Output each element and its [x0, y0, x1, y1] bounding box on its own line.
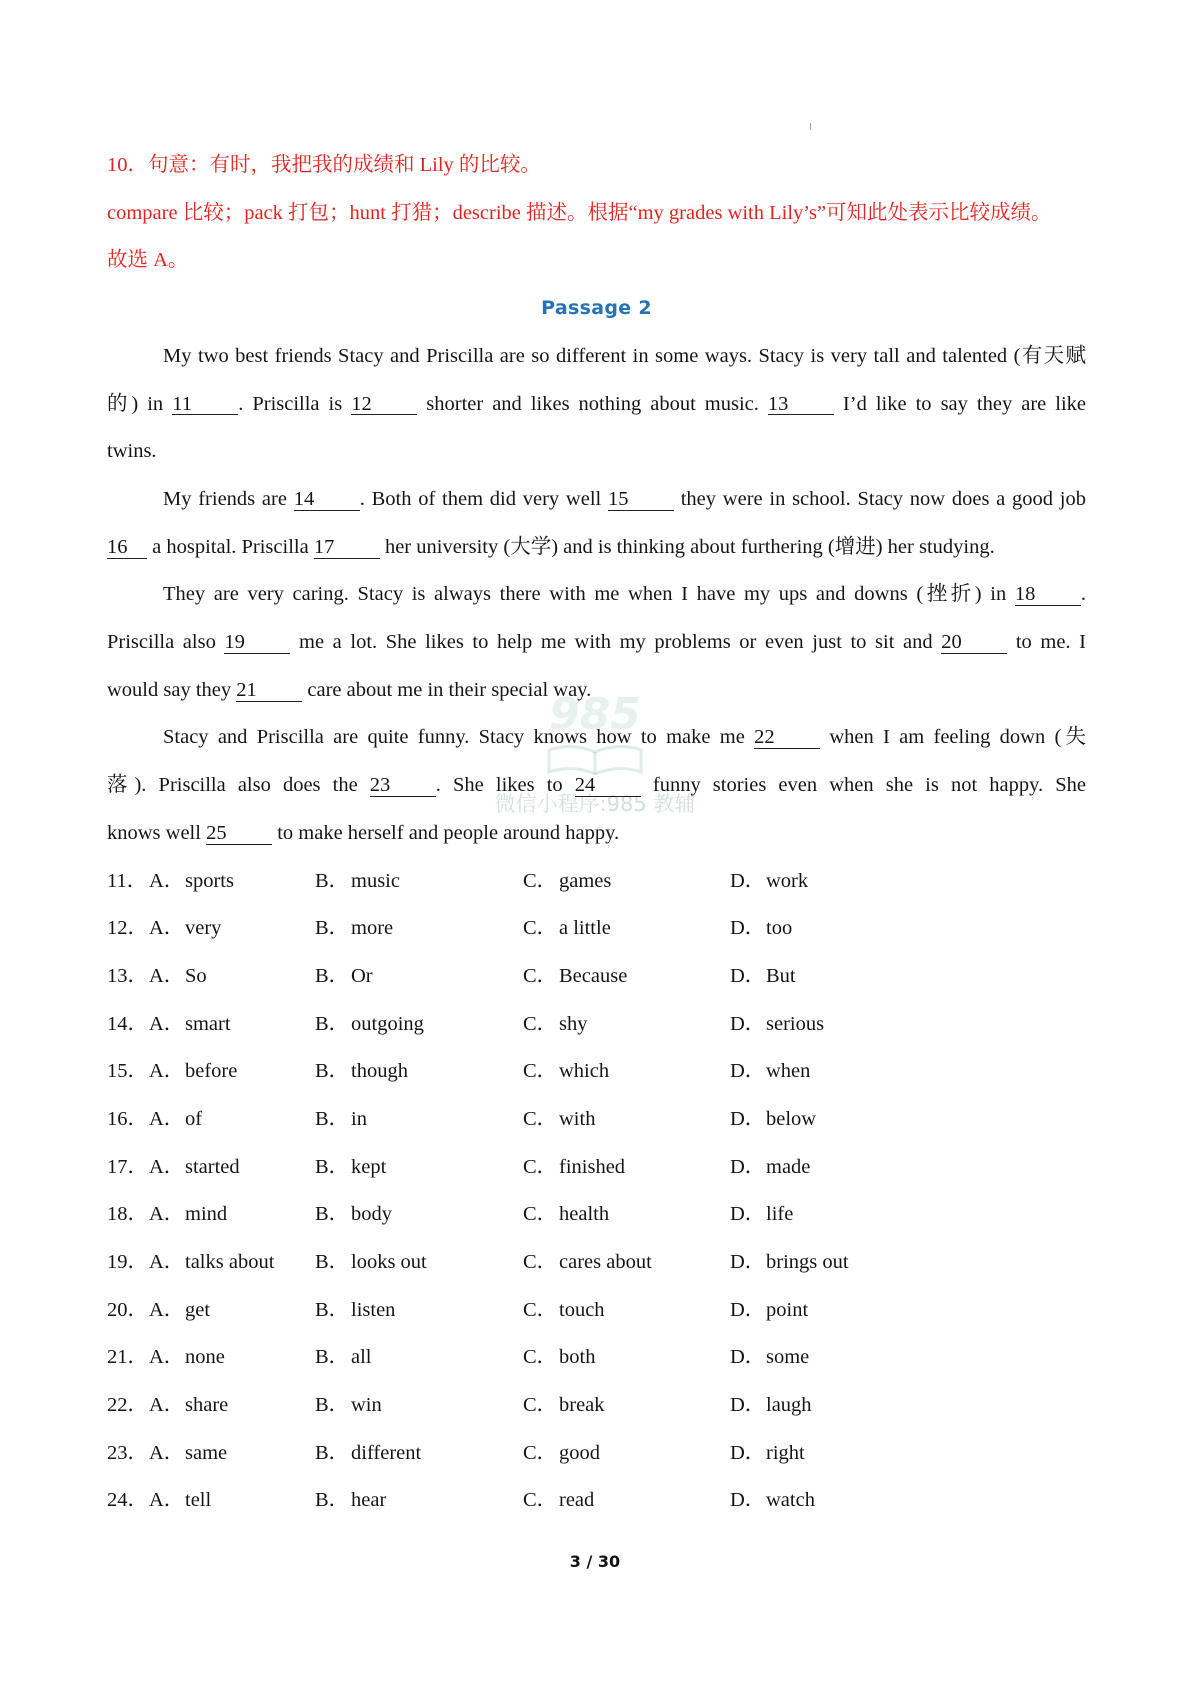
- option-text: cares about: [559, 1251, 652, 1274]
- passage-text: My two best friends Stacy and Priscilla are so different in some ways. Stacy is very tall and talented (有天赋: [163, 344, 1086, 367]
- option-letter: D．: [730, 1489, 766, 1512]
- explanation-line: compare 比较；pack 打包；hunt 打猎；describe 描述。根据“my grades with Lily’s”可知此处表示比较成绩。: [107, 201, 1052, 224]
- option-text: get: [185, 1298, 211, 1321]
- option-letter: C．: [523, 917, 558, 940]
- passage-text: They are very caring. Stacy is always there with me when I have my ups and downs (挫折) in: [163, 583, 1015, 606]
- option-letter: B．: [315, 917, 350, 940]
- option-letter: A．: [149, 1394, 185, 1417]
- blank-17: 17: [314, 537, 380, 559]
- option-text: when: [766, 1060, 811, 1083]
- passage-text: Stacy and Priscilla are quite funny. Stacy knows how to make me: [163, 726, 755, 749]
- option-letter: A．: [149, 1441, 185, 1464]
- option-letter: B．: [315, 1251, 350, 1274]
- question-number: 13．: [107, 964, 148, 987]
- blank-22: 22: [754, 727, 820, 749]
- option-text: looks out: [351, 1251, 427, 1274]
- option-row: [107, 1048, 1086, 1096]
- option-text: Or: [351, 964, 373, 987]
- blank-18: 18: [1015, 584, 1081, 606]
- option-text: read: [559, 1489, 595, 1512]
- blank-16: 16: [107, 537, 147, 559]
- blank-19: 19: [224, 632, 290, 654]
- blank-21: 21: [236, 680, 302, 702]
- option-text: with: [559, 1107, 596, 1130]
- option-text: brings out: [766, 1251, 849, 1274]
- option-text: music: [351, 869, 400, 892]
- passage-text: to make herself and people around happy.: [272, 821, 620, 844]
- option-text: though: [351, 1060, 408, 1083]
- passage-paragraph: [107, 714, 1086, 857]
- option-letter: C．: [523, 1060, 558, 1083]
- option-text: none: [185, 1346, 225, 1369]
- option-letter: B．: [315, 1489, 350, 1512]
- answer-explanation: [107, 142, 1086, 285]
- blank-15: 15: [608, 489, 674, 511]
- option-text: right: [766, 1441, 805, 1464]
- option-text: work: [766, 869, 809, 892]
- passage-text: a hospital. Priscilla: [147, 535, 314, 558]
- option-letter: D．: [730, 1441, 766, 1464]
- question-number: 23．: [107, 1441, 148, 1464]
- page-number: 3 / 30: [569, 1552, 621, 1571]
- option-letter: D．: [730, 1107, 766, 1130]
- option-letter: A．: [149, 1489, 185, 1512]
- option-text: sports: [185, 869, 234, 892]
- passage-text: I’d like to say they are like: [833, 392, 1087, 415]
- option-letter: D．: [730, 1298, 766, 1321]
- option-row: [107, 1334, 1086, 1382]
- watermark-logo: 985: [549, 689, 641, 740]
- passage-line: [107, 381, 1086, 429]
- option-text: outgoing: [351, 1012, 424, 1035]
- option-row: [107, 1477, 1086, 1525]
- passage-text: knows well: [107, 821, 207, 844]
- passage-text: . She likes to: [435, 774, 575, 797]
- question-number: 22．: [107, 1394, 148, 1417]
- option-letter: C．: [523, 1012, 558, 1035]
- passage-line: [107, 524, 1086, 572]
- blank-25: 25: [206, 823, 272, 845]
- passage-line: [107, 619, 1086, 667]
- option-letter: C．: [523, 1346, 558, 1369]
- option-letter: B．: [315, 1203, 350, 1226]
- option-text: But: [766, 964, 796, 987]
- passage-text: twins.: [107, 440, 157, 463]
- option-text: very: [185, 917, 222, 940]
- header-mark: [810, 123, 811, 130]
- option-text: in: [351, 1107, 367, 1130]
- option-letter: A．: [149, 1251, 185, 1274]
- blank-11: 11: [172, 394, 238, 416]
- option-letter: C．: [523, 1203, 558, 1226]
- blank-13: 13: [768, 394, 834, 416]
- option-text: talks about: [185, 1251, 275, 1274]
- question-number: 11．: [107, 869, 148, 892]
- option-text: listen: [351, 1298, 396, 1321]
- option-row: [107, 1287, 1086, 1335]
- option-text: some: [766, 1346, 810, 1369]
- option-text: a little: [559, 917, 611, 940]
- option-text: win: [351, 1394, 382, 1417]
- option-text: good: [559, 1441, 600, 1464]
- option-text: below: [766, 1107, 817, 1130]
- option-text: break: [559, 1394, 605, 1417]
- option-letter: B．: [315, 869, 350, 892]
- option-text: laugh: [766, 1394, 812, 1417]
- option-letter: A．: [149, 1012, 185, 1035]
- option-row: [107, 1001, 1086, 1049]
- passage-text: care about me in their special way.: [302, 678, 592, 701]
- option-text: kept: [351, 1155, 387, 1178]
- explanation-line: 故选 A。: [107, 249, 189, 272]
- option-letter: B．: [315, 1394, 350, 1417]
- option-letter: C．: [523, 1155, 558, 1178]
- option-row: [107, 858, 1086, 906]
- question-number: 24．: [107, 1489, 148, 1512]
- passage-line: [107, 667, 1086, 715]
- option-text: watch: [766, 1489, 815, 1512]
- option-text: body: [351, 1203, 392, 1226]
- question-number: 15．: [107, 1060, 148, 1083]
- question-number: 12．: [107, 917, 148, 940]
- passage-line: [107, 333, 1086, 381]
- blank-12: 12: [351, 394, 417, 416]
- question-number: 16．: [107, 1107, 148, 1130]
- explanation-line: 10．句意：有时，我把我的成绩和 Lily 的比较。: [107, 154, 541, 176]
- option-text: life: [766, 1203, 794, 1226]
- option-letter: A．: [149, 1298, 185, 1321]
- option-letter: D．: [730, 917, 766, 940]
- option-text: share: [185, 1394, 229, 1417]
- blank-14: 14: [294, 489, 360, 511]
- option-letter: A．: [149, 1107, 185, 1130]
- option-text: health: [559, 1203, 610, 1226]
- option-text: all: [351, 1346, 372, 1369]
- option-text: same: [185, 1441, 228, 1464]
- option-letter: C．: [523, 1298, 558, 1321]
- option-text: different: [351, 1441, 422, 1464]
- option-letter: B．: [315, 1012, 350, 1035]
- passage-text: . Both of them did very well: [359, 487, 608, 510]
- option-letter: D．: [730, 1155, 766, 1178]
- passage-text: shorter and likes nothing about music.: [417, 392, 768, 415]
- option-letter: A．: [149, 1346, 185, 1369]
- passage-text: they were in school. Stacy now does a good job: [673, 487, 1086, 510]
- option-letter: A．: [149, 1203, 185, 1226]
- passage-text: . Priscilla is: [238, 392, 352, 415]
- option-letter: D．: [730, 1346, 766, 1369]
- option-text: tell: [185, 1489, 212, 1512]
- passage-text: My friends are: [163, 487, 294, 510]
- option-row: [107, 1239, 1086, 1287]
- passage-paragraph: [107, 476, 1086, 571]
- option-text: mind: [185, 1203, 228, 1226]
- option-row: [107, 953, 1086, 1001]
- passage-line: [107, 810, 1086, 858]
- option-letter: B．: [315, 964, 350, 987]
- question-number: 17．: [107, 1155, 148, 1178]
- option-letter: D．: [730, 1060, 766, 1083]
- option-letter: A．: [149, 964, 185, 987]
- page-content: [107, 142, 1086, 1525]
- option-text: more: [351, 917, 394, 940]
- option-row: [107, 905, 1086, 953]
- option-letter: C．: [523, 1441, 558, 1464]
- option-text: So: [185, 964, 207, 987]
- option-row: [107, 1096, 1086, 1144]
- passage-body: [107, 333, 1086, 858]
- option-text: shy: [559, 1012, 588, 1035]
- option-row: [107, 1430, 1086, 1478]
- option-letter: B．: [315, 1298, 350, 1321]
- passage-text: would say they: [107, 678, 237, 701]
- passage-text: 的) in: [107, 392, 173, 415]
- question-number: 21．: [107, 1346, 148, 1369]
- option-letter: B．: [315, 1107, 350, 1130]
- option-letter: D．: [730, 1251, 766, 1274]
- option-letter: D．: [730, 869, 766, 892]
- option-row: [107, 1144, 1086, 1192]
- passage-text: me a lot. She likes to help me with my problems or even just to sit and: [290, 631, 942, 654]
- option-row: [107, 1382, 1086, 1430]
- option-letter: B．: [315, 1441, 350, 1464]
- passage-text: 落). Priscilla also does the: [107, 774, 370, 797]
- option-letter: C．: [523, 1251, 558, 1274]
- passage-line: [107, 428, 1086, 476]
- option-letter: D．: [730, 1394, 766, 1417]
- option-text: finished: [559, 1155, 626, 1178]
- passage-text: to me. I: [1007, 631, 1086, 654]
- passage-paragraph: [107, 571, 1086, 714]
- option-text: started: [185, 1155, 240, 1178]
- option-text: made: [766, 1155, 811, 1178]
- option-letter: A．: [149, 1060, 185, 1083]
- passage-line: [107, 571, 1086, 619]
- option-text: Because: [559, 964, 628, 987]
- passage-text: Priscilla also: [107, 631, 225, 654]
- passage-line: [107, 714, 1086, 762]
- question-number: 18．: [107, 1203, 148, 1226]
- option-letter: A．: [149, 1155, 185, 1178]
- option-text: which: [559, 1060, 610, 1083]
- option-letter: C．: [523, 1489, 558, 1512]
- option-text: games: [559, 869, 612, 892]
- option-text: before: [185, 1060, 238, 1083]
- option-letter: A．: [149, 917, 185, 940]
- option-text: smart: [185, 1012, 231, 1035]
- option-letter: C．: [523, 869, 558, 892]
- option-letter: C．: [523, 1107, 558, 1130]
- option-text: point: [766, 1298, 809, 1321]
- option-text: too: [766, 917, 793, 940]
- option-text: hear: [351, 1489, 387, 1512]
- passage-title: Passage 2: [541, 297, 652, 320]
- option-letter: B．: [315, 1060, 350, 1083]
- passage-text: when I am feeling down (失: [820, 726, 1086, 749]
- option-letter: D．: [730, 1203, 766, 1226]
- option-text: touch: [559, 1298, 605, 1321]
- question-options: [107, 858, 1086, 1526]
- option-letter: A．: [149, 869, 185, 892]
- passage-text: her university (大学) and is thinking about furthering (增进) her studying.: [379, 535, 995, 558]
- option-text: serious: [766, 1012, 825, 1035]
- option-text: of: [185, 1107, 203, 1130]
- passage-line: [107, 476, 1086, 524]
- option-letter: D．: [730, 964, 766, 987]
- passage-text: funny stories even when she is not happy. She: [640, 774, 1087, 797]
- passage-line: [107, 762, 1086, 810]
- question-number: 20．: [107, 1298, 148, 1321]
- option-text: both: [559, 1346, 596, 1369]
- option-letter: D．: [730, 1012, 766, 1035]
- passage-text: .: [1080, 583, 1086, 606]
- option-row: [107, 1191, 1086, 1239]
- option-letter: B．: [315, 1155, 350, 1178]
- blank-24: 24: [575, 775, 641, 797]
- blank-20: 20: [941, 632, 1007, 654]
- passage-paragraph: [107, 333, 1086, 476]
- question-number: 14．: [107, 1012, 148, 1035]
- blank-23: 23: [370, 775, 436, 797]
- option-letter: B．: [315, 1346, 350, 1369]
- option-letter: C．: [523, 1394, 558, 1417]
- question-number: 19．: [107, 1251, 148, 1274]
- option-letter: C．: [523, 964, 558, 987]
- watermark-caption: 微信小程序:985 教辅: [494, 792, 696, 816]
